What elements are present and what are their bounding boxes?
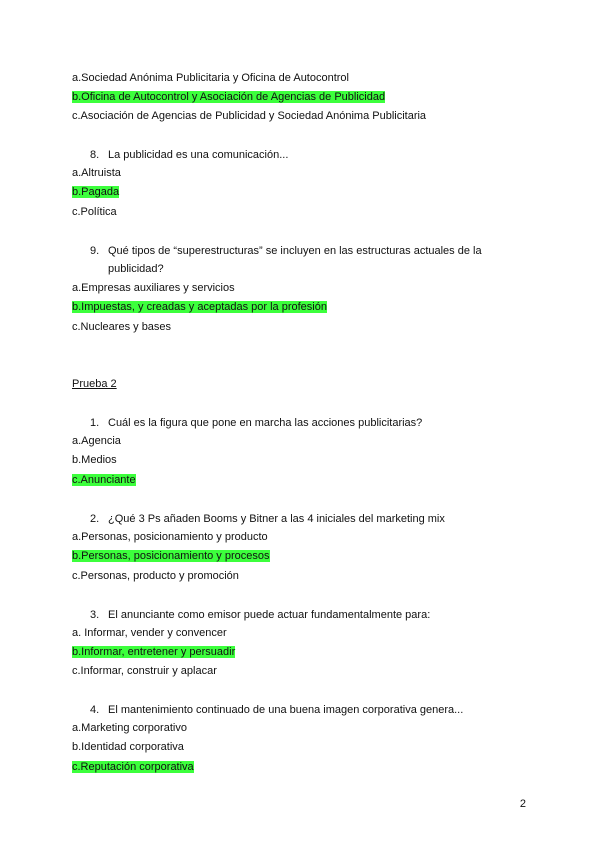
answer-option-text: c.Personas, producto y promoción (72, 570, 239, 582)
answer-option-text: a.Empresas auxiliares y servicios (72, 282, 235, 294)
question-number: 3. (90, 609, 100, 621)
question-p2-4 (90, 701, 510, 719)
answer-option-correct (72, 90, 385, 104)
question-number: 2. (90, 513, 100, 525)
answer-option (72, 569, 239, 583)
answer-option (72, 166, 121, 180)
answer-option-correct (72, 645, 235, 659)
question-p2-1 (90, 414, 510, 432)
question-p2-2 (90, 510, 510, 528)
highlighted-answer: c.Reputación corporativa (72, 761, 194, 773)
question-text-continuation: publicidad? (108, 263, 164, 275)
question-text: La publicidad es una comunicación... (108, 149, 289, 161)
answer-option-text: c.Asociación de Agencias de Publicidad y Sociedad Anónima Publicitaria (72, 110, 427, 122)
answer-option-text: a.Personas, posicionamiento y producto (72, 531, 268, 543)
highlighted-answer: c.Anunciante (72, 474, 136, 486)
answer-option-text: a.Marketing corporativo (72, 722, 187, 734)
question-number: 1. (90, 417, 100, 429)
answer-option (72, 740, 184, 754)
question-number: 8. (90, 149, 100, 161)
answer-option-text: a.Altruista (72, 167, 121, 179)
answer-option-text: a.Agencia (72, 435, 121, 447)
highlighted-answer: b.Informar, entretener y persuadir (72, 646, 236, 658)
question-text: ¿Qué 3 Ps añaden Booms y Bitner a las 4 iniciales del marketing mix (108, 513, 445, 525)
question-text: El anunciante como emisor puede actuar fundamentalmente para: (108, 609, 431, 621)
answer-option (72, 320, 171, 334)
answer-option-correct (72, 549, 270, 563)
answer-option (72, 205, 117, 219)
answer-option (72, 626, 227, 640)
answer-option-text: b.Medios (72, 454, 117, 466)
highlighted-answer: b.Pagada (72, 186, 120, 198)
answer-option-text: c.Informar, construir y aplacar (72, 665, 217, 677)
question-text: Qué tipos de “superestructuras” se incluyen en las estructuras actuales de la (108, 245, 482, 257)
answer-option-text: a.Sociedad Anónima Publicitaria y Oficina de Autocontrol (72, 72, 349, 84)
answer-option (72, 664, 217, 678)
answer-option-correct (72, 473, 136, 487)
question-number: 4. (90, 704, 100, 716)
question-9 (90, 242, 510, 278)
answer-option-text: b.Identidad corporativa (72, 741, 184, 753)
answer-option (72, 530, 268, 544)
answer-option (72, 434, 121, 448)
answer-option-correct (72, 760, 194, 774)
answer-option-text: a. Informar, vender y convencer (72, 627, 227, 639)
question-number: 9. (90, 245, 100, 257)
question-8 (90, 146, 510, 164)
highlighted-answer: b.Impuestas, y creadas y aceptadas por la profesión (72, 301, 327, 313)
answer-option (72, 109, 426, 123)
answer-option-correct (72, 300, 327, 314)
question-text: Cuál es la figura que pone en marcha las acciones publicitarias? (108, 417, 423, 429)
answer-option (72, 721, 187, 735)
question-p2-3 (90, 606, 510, 624)
answer-option (72, 453, 117, 467)
answer-option (72, 71, 349, 85)
answer-option-text: c.Nucleares y bases (72, 321, 172, 333)
question-text: El mantenimiento continuado de una buena imagen corporativa genera... (108, 704, 464, 716)
highlighted-answer: b.Oficina de Autocontrol y Asociación de Agencias de Publicidad (72, 91, 386, 103)
answer-option (72, 281, 235, 295)
answer-option-text: c.Política (72, 206, 117, 218)
section-title: Prueba 2 (72, 378, 117, 390)
answer-option-correct (72, 185, 119, 199)
page-number: 2 (519, 798, 526, 810)
highlighted-answer: b.Personas, posicionamiento y procesos (72, 550, 270, 562)
